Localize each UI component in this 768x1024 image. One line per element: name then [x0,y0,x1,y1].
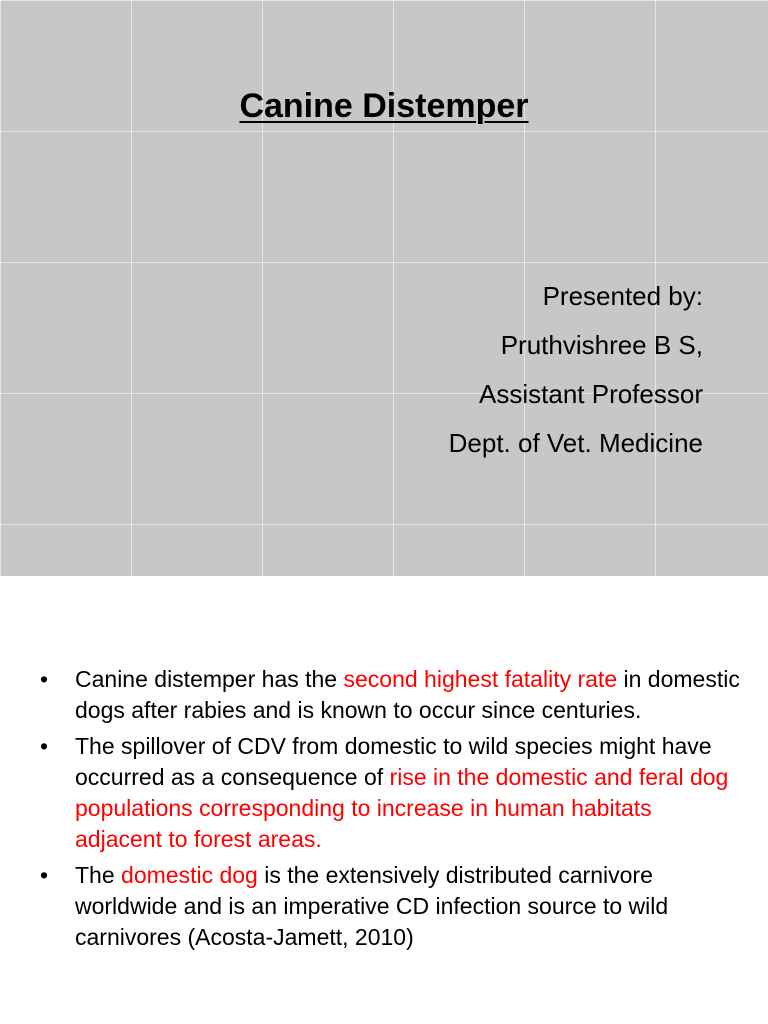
presenter-line: Presented by: [542,281,703,311]
bullet-text: The spillover of CDV from domestic to wild species might have occurred as a consequence of [75,733,712,790]
bullet-text: in domestic dogs after rabies and is known to occur since centuries. [75,666,740,723]
presenter-line: Pruthvishree B S, [500,330,703,360]
content-slide [0,648,768,1024]
bullet-marker: • [40,733,49,759]
presenter-line: Assistant Professor [479,379,703,409]
highlighted-text: domestic dog [121,862,258,888]
bullet-text: is the extensively distributed carnivore worldwide and is an imperative CD infection source to wild carnivores (Acosta-Jamett, 2010) [75,862,669,950]
bullet-marker: • [40,666,49,692]
bullet-marker: • [40,862,49,888]
presenter-line: Dept. of Vet. Medicine [448,428,703,458]
bullet-text: The [75,862,122,888]
bullet-list [40,664,740,958]
slide-gap [0,576,768,648]
bullet-item [40,731,740,855]
bullet-item [40,664,740,726]
slide-title-text: Canine Distemper [239,87,529,125]
highlighted-text: rise in the domestic and feral dog populations corresponding to increase in human habitats adjacent to forest areas. [75,764,729,852]
bullet-item [40,860,740,953]
slide-title [0,84,768,128]
highlighted-text: second highest fatality rate [343,666,618,692]
bullet-text: Canine distemper has the [75,666,344,692]
presenter-block [449,272,703,468]
